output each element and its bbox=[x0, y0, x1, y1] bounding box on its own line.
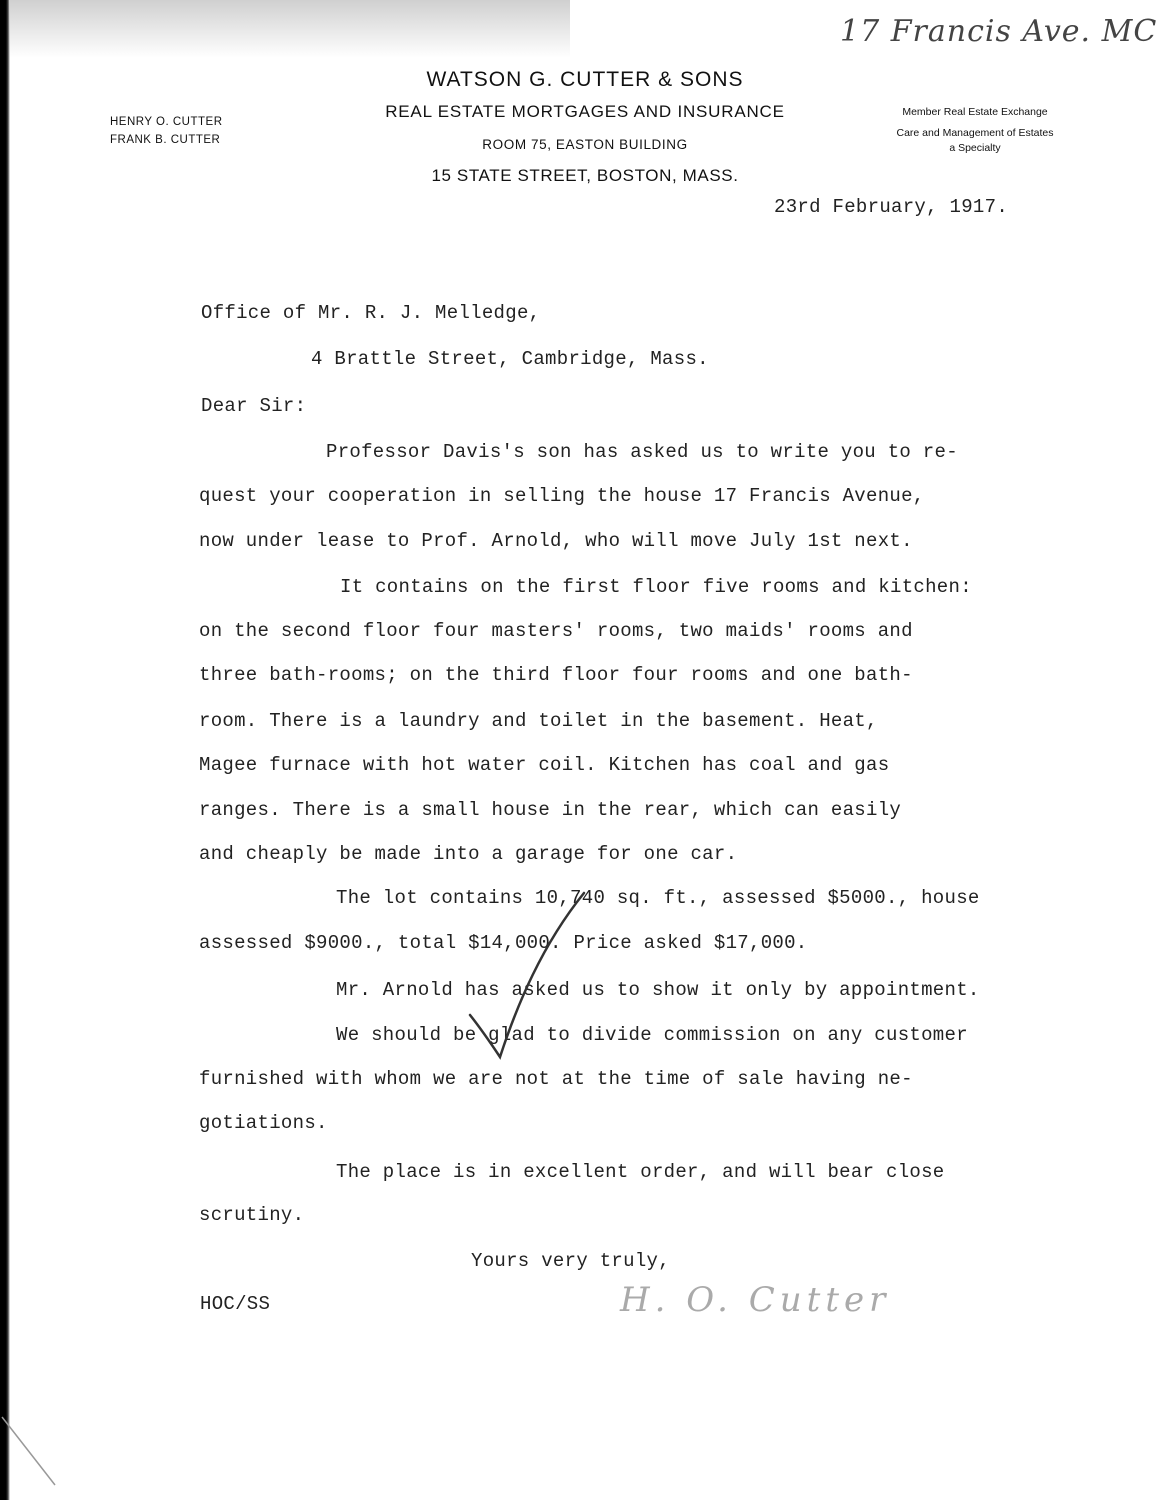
typist-initials: HOC/SS bbox=[200, 1293, 271, 1315]
body-line: three bath-rooms; on the third floor four rooms and one bath- bbox=[199, 664, 913, 686]
specialty: a Specialty bbox=[949, 142, 1001, 154]
body-line: We should be glad to divide commission on any customer bbox=[336, 1024, 968, 1046]
scan-smudge bbox=[10, 0, 570, 58]
body-line: scrutiny. bbox=[199, 1204, 305, 1226]
firm-room: ROOM 75, EASTON BUILDING bbox=[482, 137, 688, 152]
scan-border bbox=[0, 0, 10, 1500]
specialty: Care and Management of Estates bbox=[896, 127, 1054, 139]
body-line: quest your cooperation in selling the house 17 Francis Avenue, bbox=[199, 485, 925, 507]
body-line: assessed $9000., total $14,000. Price asked $17,000. bbox=[199, 932, 808, 954]
signature: H. O. Cutter bbox=[620, 1280, 891, 1320]
body-line: ranges. There is a small house in the rear, which can easily bbox=[199, 799, 902, 821]
firm-name: WATSON G. CUTTER & SONS bbox=[426, 68, 744, 91]
body-line: gotiations. bbox=[199, 1112, 328, 1134]
body-line: and cheaply be made into a garage for one car. bbox=[199, 843, 738, 865]
membership: Member Real Estate Exchange bbox=[902, 106, 1048, 118]
check-mark-icon bbox=[462, 885, 592, 1065]
body-line: Mr. Arnold has asked us to show it only by appointment. bbox=[336, 979, 980, 1001]
partner-name: FRANK B. CUTTER bbox=[110, 134, 221, 146]
scan-artifact bbox=[0, 1415, 60, 1490]
body-line: The place is in excellent order, and will bear close bbox=[336, 1161, 945, 1183]
body-line: Magee furnace with hot water coil. Kitchen has coal and gas bbox=[199, 754, 890, 776]
body-line: room. There is a laundry and toilet in the basement. Heat, bbox=[199, 710, 878, 732]
closing: Yours very truly, bbox=[471, 1250, 670, 1272]
body-line: now under lease to Prof. Arnold, who will move July 1st next. bbox=[199, 530, 913, 552]
letter-date: 23rd February, 1917. bbox=[774, 196, 1009, 218]
body-line: on the second floor four masters' rooms, two maids' rooms and bbox=[199, 620, 913, 642]
firm-business: REAL ESTATE MORTGAGES AND INSURANCE bbox=[385, 102, 785, 121]
recipient-line: 4 Brattle Street, Cambridge, Mass. bbox=[311, 348, 709, 370]
salutation: Dear Sir: bbox=[201, 395, 307, 417]
firm-street: 15 STATE STREET, BOSTON, MASS. bbox=[431, 166, 739, 185]
body-line: The lot contains 10,740 sq. ft., assessed $5000., house bbox=[336, 887, 980, 909]
partner-name: HENRY O. CUTTER bbox=[110, 116, 223, 128]
handwritten-note: 17 Francis Ave. MC bbox=[840, 14, 1158, 49]
body-line: Professor Davis's son has asked us to write you to re- bbox=[326, 441, 958, 463]
recipient-line: Office of Mr. R. J. Melledge, bbox=[201, 302, 541, 324]
body-line: furnished with whom we are not at the time of sale having ne- bbox=[199, 1068, 913, 1090]
body-line: It contains on the first floor five rooms and kitchen: bbox=[340, 576, 972, 598]
